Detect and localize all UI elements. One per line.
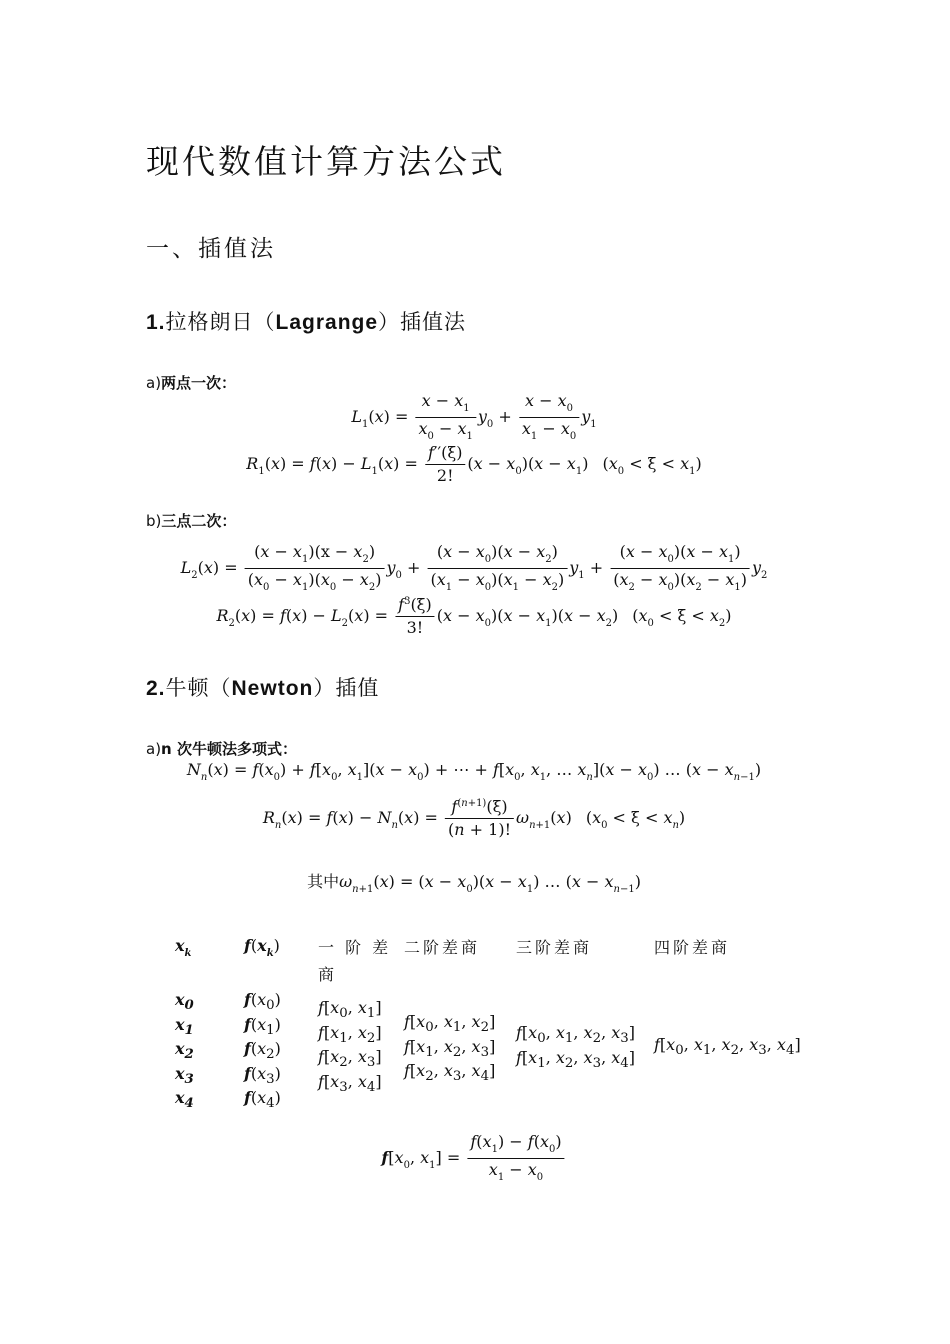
lagrange-a-text: 两点一次： bbox=[161, 374, 237, 392]
newton-a-letter: a) bbox=[146, 740, 162, 758]
table-col-x bbox=[175, 988, 194, 1111]
newton-heading-number: 2. bbox=[146, 677, 166, 700]
table-cell-first-order: $f[x_0$, $x_1$] bbox=[318, 998, 382, 1022]
newton-heading-en: Newton bbox=[231, 677, 314, 700]
table-header-xk: $x_k$ bbox=[175, 936, 192, 959]
table-col-third-order bbox=[516, 1021, 635, 1070]
newton-heading-pre: 牛顿（ bbox=[165, 676, 232, 700]
table-cell-x: $x_0$ bbox=[175, 990, 194, 1014]
table-cell-x: $x_3$ bbox=[175, 1063, 194, 1087]
first-order-difference-formula: $f[x_0$, $x_1$] = $\frac{f(x_1) - f(x_0)}{x_1 - x_0}$ bbox=[381, 1133, 566, 1184]
table-cell-fx: $f(x_1)$ bbox=[244, 1014, 281, 1038]
lagrange-heading-number: 1. bbox=[146, 311, 166, 334]
newton-heading-post: ）插值 bbox=[313, 676, 380, 700]
lagrange-a-label bbox=[146, 372, 236, 393]
newton-rn-formula: $R_n(x) = f(x) - N_n(x)$ = $\frac{f^{(n+1)}(\xi)}{(n + 1)!}$ $\omega_{n+1}(x) (x_0 < \xi < x_n)$ bbox=[262, 797, 686, 839]
table-cell-fx: $f(x_3)$ bbox=[244, 1063, 281, 1087]
newton-heading bbox=[146, 672, 379, 702]
table-cell-second-order: $f[x_2$, $x_3$, $x_4$] bbox=[404, 1061, 496, 1085]
lagrange-l2-formula: $L_2(x)$ = $\frac{(x - x_1)(x - x_2)}{(x_0 - x_1)(x_0 - x_2)}$ $y_0$ + $\frac{(x - x_0)(x - x_2)}{(x_1 - x_0)(x_1 - x_2)}$ $y_1$ + $\frac{(x - x_0)(x - x_1)}{(x_2 - x_0)(x_2 - x_1)}$ $y_2$ bbox=[180, 542, 768, 593]
newton-a-label bbox=[146, 738, 297, 759]
table-header-fourth-order: 四阶差商 bbox=[654, 938, 731, 957]
table-cell-fx: $f(x_0)$ bbox=[244, 990, 281, 1014]
table-header-second-order: 二阶差商 bbox=[404, 938, 481, 957]
lagrange-b-label bbox=[146, 510, 236, 531]
table-col-first-order bbox=[318, 996, 382, 1094]
newton-omega-formula: 其中$\omega_{n+1}(x) = (x - x_0)(x - x_1)$ … $(x - x_{n-1})$ bbox=[307, 872, 641, 895]
lagrange-heading bbox=[146, 306, 466, 336]
table-cell-third-order: $f[x_0$, $x_1$, $x_2$, $x_3$] bbox=[516, 1023, 635, 1047]
table-cell-second-order: $f[x_0$, $x_1$, $x_2$] bbox=[404, 1012, 496, 1036]
table-cell-x: $x_2$ bbox=[175, 1039, 194, 1063]
table-cell-x: $x_4$ bbox=[175, 1088, 194, 1112]
lagrange-b-text: 三点二次： bbox=[161, 512, 237, 530]
table-cell-fourth-order: $f[x_0$, $x_1$, $x_2$, $x_3$, $x_4$] bbox=[654, 1035, 801, 1059]
table-col-second-order bbox=[404, 1010, 495, 1084]
newton-nn-formula: $N_n(x) = f(x_0) + f[x_0$, $x_1](x - x_0)$ + ⋯ + $f[x_0$, $x_1$, … $x_n](x - x_0)$ … $(x - x_{n-1})$ bbox=[186, 760, 762, 783]
lagrange-a-letter: a) bbox=[146, 374, 162, 392]
table-cell-first-order: $f[x_1$, $x_2$] bbox=[318, 1022, 382, 1046]
table-cell-first-order: $f[x_3$, $x_4$] bbox=[318, 1071, 382, 1095]
page-title: 现代数值计算方法公式 bbox=[146, 142, 506, 181]
lagrange-b-letter: b) bbox=[146, 512, 162, 530]
table-header-first-order: 一 阶 差 bbox=[318, 938, 392, 957]
lagrange-heading-pre: 拉格朗日（ bbox=[165, 310, 276, 334]
table-header-fxk: $f(x_k)$ bbox=[244, 936, 280, 959]
table-header-first-order-cont: 商 bbox=[318, 965, 338, 984]
lagrange-l1-formula: $L_1(x)$ = $\frac{x - x_1}{x_0 - x_1}$ $y_0$ + $\frac{x - x_0}{x_1 - x_0}$ $y_1$ bbox=[351, 391, 597, 442]
newton-a-text: n 次牛顿法多项式： bbox=[161, 740, 297, 758]
lagrange-heading-en: Lagrange bbox=[275, 311, 379, 334]
table-cell-second-order: $f[x_1$, $x_2$, $x_3$] bbox=[404, 1036, 496, 1060]
table-cell-fx: $f(x_2)$ bbox=[244, 1039, 281, 1063]
table-col-fx bbox=[244, 988, 281, 1111]
table-col-fourth-order bbox=[654, 1033, 801, 1058]
lagrange-r1-formula: $R_1(x) = f(x) - L_1(x)$ = $\frac{f''(\xi)}{2!}$ $(x - x_0)(x - x_1)$ $(x_0 < \xi < x_1)$ bbox=[246, 443, 702, 485]
table-cell-third-order: $f[x_1$, $x_2$, $x_3$, $x_4$] bbox=[516, 1047, 635, 1071]
table-cell-first-order: $f[x_2$, $x_3$] bbox=[318, 1047, 382, 1071]
where-label: 其中 bbox=[307, 872, 340, 891]
table-header-third-order: 三阶差商 bbox=[516, 938, 593, 957]
table-cell-x: $x_1$ bbox=[175, 1014, 194, 1038]
lagrange-r2-formula: $R_2(x) = f(x) - L_2(x)$ = $\frac{f^3(\xi)}{3!}$ $(x - x_0)(x - x_1)(x - x_2)$ $(x_0 < \xi < x_2)$ bbox=[216, 595, 732, 637]
table-cell-fx: $f(x_4)$ bbox=[244, 1088, 281, 1112]
section-heading-interpolation: 一、插值法 bbox=[146, 236, 276, 262]
lagrange-heading-post: ）插值法 bbox=[378, 310, 467, 334]
